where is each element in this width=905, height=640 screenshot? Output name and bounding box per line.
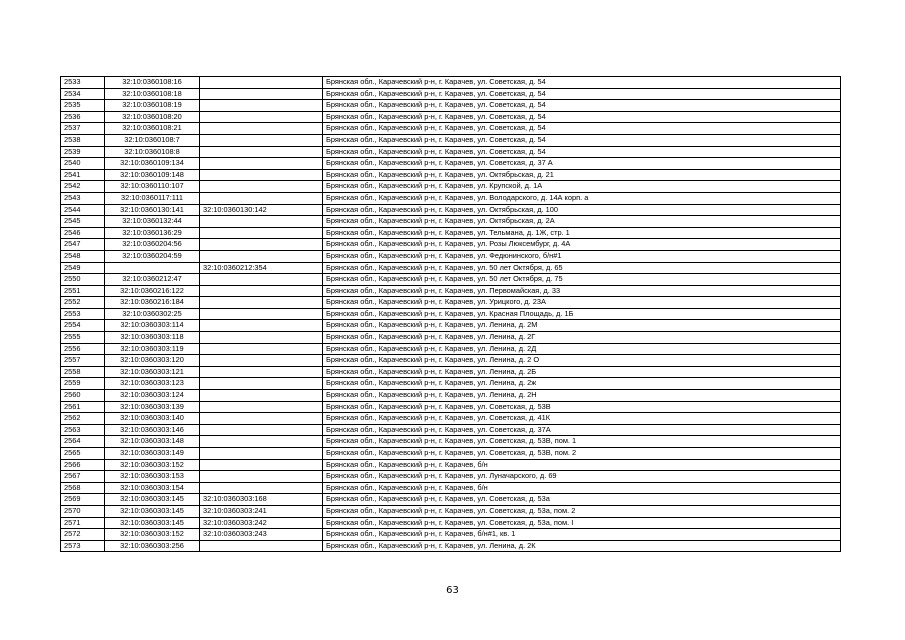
address-cell: Брянская обл., Карачевский р-н, г. Карачев, ул. Советская, д. 53а [323, 494, 841, 506]
cadastral-number-cell: 32:10:0360303:145 [105, 494, 200, 506]
address-cell: Брянская обл., Карачевский р-н, г. Карачев, ул. Советская, д. 54 [323, 88, 841, 100]
address-cell: Брянская обл., Карачевский р-н, г. Карачев, ул. Ленина, д. 2Д [323, 343, 841, 355]
address-cell: Брянская обл., Карачевский р-н, г. Карачев, ул. Советская, д. 53В, пом. 1 [323, 436, 841, 448]
table-row [61, 297, 841, 309]
address-cell: Брянская обл., Карачевский р-н, г. Карачев, ул. Советская, д. 54 [323, 146, 841, 158]
related-cadastral-cell [200, 216, 323, 228]
address-cell: Брянская обл., Карачевский р-н, г. Карачев, ул. Октябрьская, д. 21 [323, 169, 841, 181]
row-number-cell: 2561 [61, 401, 105, 413]
address-cell: Брянская обл., Карачевский р-н, г. Карачев, ул. Тельмана, д. 1Ж, стр. 1 [323, 227, 841, 239]
table-row [61, 401, 841, 413]
cadastral-number-cell: 32:10:0360303:121 [105, 366, 200, 378]
table-row [61, 517, 841, 529]
related-cadastral-cell: 32:10:0360303:168 [200, 494, 323, 506]
related-cadastral-cell [200, 424, 323, 436]
address-cell: Брянская обл., Карачевский р-н, г. Карачев, ул. 50 лет Октября, д. 65 [323, 262, 841, 274]
address-cell: Брянская обл., Карачевский р-н, г. Карачев, ул. Советская, д. 54 [323, 100, 841, 112]
table-row [61, 471, 841, 483]
cadastral-number-cell: 32:10:0360303:139 [105, 401, 200, 413]
cadastral-number-cell: 32:10:0360117:111 [105, 192, 200, 204]
row-number-cell: 2571 [61, 517, 105, 529]
table-row [61, 169, 841, 181]
table-row [61, 158, 841, 170]
table-row [61, 308, 841, 320]
row-number-cell: 2553 [61, 308, 105, 320]
related-cadastral-cell [200, 123, 323, 135]
table-row [61, 227, 841, 239]
row-number-cell: 2562 [61, 413, 105, 425]
address-cell: Брянская обл., Карачевский р-н, г. Карачев, ул. Октябрьская, д. 100 [323, 204, 841, 216]
related-cadastral-cell [200, 227, 323, 239]
table-row [61, 239, 841, 251]
table-row [61, 355, 841, 367]
row-number-cell: 2551 [61, 285, 105, 297]
related-cadastral-cell: 32:10:0360303:242 [200, 517, 323, 529]
cadastral-number-cell: 32:10:0360303:140 [105, 413, 200, 425]
address-cell: Брянская обл., Карачевский р-н, г. Карачев, ул. Советская, д. 53В, пом. 2 [323, 448, 841, 460]
related-cadastral-cell: 32:10:0360303:241 [200, 505, 323, 517]
row-number-cell: 2563 [61, 424, 105, 436]
table-row [61, 320, 841, 332]
address-cell: Брянская обл., Карачевский р-н, г. Карачев, ул. Советская, д. 37 А [323, 158, 841, 170]
row-number-cell: 2542 [61, 181, 105, 193]
address-cell: Брянская обл., Карачевский р-н, г. Карачев, ул. Первомайская, д. 33 [323, 285, 841, 297]
related-cadastral-cell [200, 482, 323, 494]
cadastral-number-cell: 32:10:0360303:145 [105, 517, 200, 529]
row-number-cell: 2550 [61, 274, 105, 286]
table-row [61, 285, 841, 297]
cadastral-number-cell: 32:10:0360108:21 [105, 123, 200, 135]
table-row [61, 332, 841, 344]
table-row [61, 540, 841, 552]
property-table [60, 76, 841, 552]
related-cadastral-cell [200, 401, 323, 413]
related-cadastral-cell [200, 192, 323, 204]
address-cell: Брянская обл., Карачевский р-н, г. Карачев, б/н [323, 459, 841, 471]
cadastral-number-cell: 32:10:0360303:118 [105, 332, 200, 344]
row-number-cell: 2549 [61, 262, 105, 274]
address-cell: Брянская обл., Карачевский р-н, г. Карачев, ул. Советская, д. 53В [323, 401, 841, 413]
table-row [61, 181, 841, 193]
row-number-cell: 2573 [61, 540, 105, 552]
address-cell: Брянская обл., Карачевский р-н, г. Карачев, ул. Советская, д. 53а, пом. 2 [323, 505, 841, 517]
related-cadastral-cell [200, 436, 323, 448]
address-cell: Брянская обл., Карачевский р-н, г. Карачев, ул. Ленина, д. 2Б [323, 366, 841, 378]
cadastral-number-cell: 32:10:0360303:119 [105, 343, 200, 355]
cadastral-number-cell: 32:10:0360108:20 [105, 111, 200, 123]
cadastral-number-cell: 32:10:0360130:141 [105, 204, 200, 216]
row-number-cell: 2534 [61, 88, 105, 100]
address-cell: Брянская обл., Карачевский р-н, г. Карачев, ул. Ленина, д. 2 О [323, 355, 841, 367]
cadastral-number-cell: 32:10:0360303:256 [105, 540, 200, 552]
related-cadastral-cell [200, 308, 323, 320]
table-row [61, 413, 841, 425]
related-cadastral-cell [200, 285, 323, 297]
row-number-cell: 2552 [61, 297, 105, 309]
cadastral-number-cell: 32:10:0360108:16 [105, 77, 200, 89]
cadastral-number-cell: 32:10:0360303:153 [105, 471, 200, 483]
cadastral-number-cell: 32:10:0360110:107 [105, 181, 200, 193]
related-cadastral-cell [200, 459, 323, 471]
related-cadastral-cell [200, 100, 323, 112]
cadastral-number-cell: 32:10:0360303:146 [105, 424, 200, 436]
table-row [61, 274, 841, 286]
address-cell: Брянская обл., Карачевский р-н, г. Карачев, ул. Ленина, д. 2ж [323, 378, 841, 390]
row-number-cell: 2533 [61, 77, 105, 89]
address-cell: Брянская обл., Карачевский р-н, г. Карачев, ул. Советская, д. 54 [323, 123, 841, 135]
cadastral-number-cell: 32:10:0360303:124 [105, 390, 200, 402]
related-cadastral-cell [200, 250, 323, 262]
address-cell: Брянская обл., Карачевский р-н, г. Карачев, ул. Октябрьская, д. 2А [323, 216, 841, 228]
row-number-cell: 2559 [61, 378, 105, 390]
table-row [61, 378, 841, 390]
related-cadastral-cell [200, 146, 323, 158]
cadastral-number-cell: 32:10:0360132:44 [105, 216, 200, 228]
cadastral-number-cell: 32:10:0360302:25 [105, 308, 200, 320]
table-row [61, 262, 841, 274]
cadastral-number-cell: 32:10:0360108:8 [105, 146, 200, 158]
address-cell: Брянская обл., Карачевский р-н, г. Карачев, ул. Советская, д. 41К [323, 413, 841, 425]
cadastral-number-cell: 32:10:0360216:184 [105, 297, 200, 309]
table-row [61, 77, 841, 89]
related-cadastral-cell [200, 181, 323, 193]
row-number-cell: 2564 [61, 436, 105, 448]
table-row [61, 134, 841, 146]
row-number-cell: 2545 [61, 216, 105, 228]
related-cadastral-cell [200, 413, 323, 425]
cadastral-number-cell: 32:10:0360303:114 [105, 320, 200, 332]
table-row [61, 448, 841, 460]
table-row [61, 250, 841, 262]
cadastral-number-cell: 32:10:0360108:18 [105, 88, 200, 100]
address-cell: Брянская обл., Карачевский р-н, г. Карачев, ул. Розы Люксембург, д. 4А [323, 239, 841, 251]
related-cadastral-cell [200, 366, 323, 378]
related-cadastral-cell [200, 158, 323, 170]
row-number-cell: 2548 [61, 250, 105, 262]
cadastral-number-cell: 32:10:0360109:134 [105, 158, 200, 170]
table-body [61, 77, 841, 552]
address-cell: Брянская обл., Карачевский р-н, г. Карачев, ул. Советская, д. 53а, пом. I [323, 517, 841, 529]
related-cadastral-cell [200, 297, 323, 309]
row-number-cell: 2546 [61, 227, 105, 239]
related-cadastral-cell [200, 471, 323, 483]
table-row [61, 146, 841, 158]
table-row [61, 529, 841, 541]
row-number-cell: 2544 [61, 204, 105, 216]
row-number-cell: 2570 [61, 505, 105, 517]
cadastral-number-cell: 32:10:0360136:29 [105, 227, 200, 239]
table-row [61, 390, 841, 402]
row-number-cell: 2569 [61, 494, 105, 506]
cadastral-number-cell [105, 262, 200, 274]
address-cell: Брянская обл., Карачевский р-н, г. Карачев, ул. Советская, д. 37А [323, 424, 841, 436]
related-cadastral-cell: 32:10:0360130:142 [200, 204, 323, 216]
cadastral-number-cell: 32:10:0360212:47 [105, 274, 200, 286]
cadastral-number-cell: 32:10:0360216:122 [105, 285, 200, 297]
table-row [61, 366, 841, 378]
row-number-cell: 2541 [61, 169, 105, 181]
related-cadastral-cell [200, 448, 323, 460]
related-cadastral-cell [200, 134, 323, 146]
row-number-cell: 2556 [61, 343, 105, 355]
row-number-cell: 2572 [61, 529, 105, 541]
table-row [61, 111, 841, 123]
cadastral-number-cell: 32:10:0360303:149 [105, 448, 200, 460]
cadastral-number-cell: 32:10:0360303:123 [105, 378, 200, 390]
cadastral-number-cell: 32:10:0360108:7 [105, 134, 200, 146]
related-cadastral-cell [200, 378, 323, 390]
address-cell: Брянская обл., Карачевский р-н, г. Карачев, б/н [323, 482, 841, 494]
table-row [61, 216, 841, 228]
table-row [61, 204, 841, 216]
address-cell: Брянская обл., Карачевский р-н, г. Карачев, ул. Ленина, д. 2Н [323, 390, 841, 402]
cadastral-number-cell: 32:10:0360303:152 [105, 459, 200, 471]
table-row [61, 192, 841, 204]
address-cell: Брянская обл., Карачевский р-н, г. Карачев, ул. Ленина, д. 2М [323, 320, 841, 332]
row-number-cell: 2538 [61, 134, 105, 146]
cadastral-number-cell: 32:10:0360303:154 [105, 482, 200, 494]
address-cell: Брянская обл., Карачевский р-н, г. Карачев, ул. Федюнинского, б/н#1 [323, 250, 841, 262]
address-cell: Брянская обл., Карачевский р-н, г. Карачев, ул. Красная Площадь, д. 1Б [323, 308, 841, 320]
address-cell: Брянская обл., Карачевский р-н, г. Карачев, ул. Советская, д. 54 [323, 111, 841, 123]
page-number: 63 [446, 585, 459, 596]
address-cell: Брянская обл., Карачевский р-н, г. Карачев, б/н#1, кв. 1 [323, 529, 841, 541]
related-cadastral-cell [200, 332, 323, 344]
cadastral-number-cell: 32:10:0360204:59 [105, 250, 200, 262]
related-cadastral-cell: 32:10:0360212:354 [200, 262, 323, 274]
table-row [61, 123, 841, 135]
related-cadastral-cell: 32:10:0360303:243 [200, 529, 323, 541]
row-number-cell: 2536 [61, 111, 105, 123]
row-number-cell: 2535 [61, 100, 105, 112]
address-cell: Брянская обл., Карачевский р-н, г. Карачев, ул. Советская, д. 54 [323, 134, 841, 146]
cadastral-number-cell: 32:10:0360303:145 [105, 505, 200, 517]
related-cadastral-cell [200, 88, 323, 100]
related-cadastral-cell [200, 111, 323, 123]
table-row [61, 494, 841, 506]
row-number-cell: 2543 [61, 192, 105, 204]
table-row [61, 88, 841, 100]
cadastral-number-cell: 32:10:0360303:152 [105, 529, 200, 541]
address-cell: Брянская обл., Карачевский р-н, г. Карачев, ул. Ленина, д. 2К [323, 540, 841, 552]
cadastral-number-cell: 32:10:0360108:19 [105, 100, 200, 112]
related-cadastral-cell [200, 355, 323, 367]
row-number-cell: 2554 [61, 320, 105, 332]
row-number-cell: 2555 [61, 332, 105, 344]
cadastral-number-cell: 32:10:0360204:56 [105, 239, 200, 251]
cadastral-number-cell: 32:10:0360109:148 [105, 169, 200, 181]
related-cadastral-cell [200, 390, 323, 402]
related-cadastral-cell [200, 77, 323, 89]
row-number-cell: 2566 [61, 459, 105, 471]
row-number-cell: 2558 [61, 366, 105, 378]
row-number-cell: 2537 [61, 123, 105, 135]
table-row [61, 100, 841, 112]
address-cell: Брянская обл., Карачевский р-н, г. Карачев, ул. Ленина, д. 2Г [323, 332, 841, 344]
table-row [61, 436, 841, 448]
table-row [61, 459, 841, 471]
cadastral-number-cell: 32:10:0360303:120 [105, 355, 200, 367]
table-row [61, 343, 841, 355]
row-number-cell: 2565 [61, 448, 105, 460]
address-cell: Брянская обл., Карачевский р-н, г. Карачев, ул. Луначарского, д. 69 [323, 471, 841, 483]
row-number-cell: 2540 [61, 158, 105, 170]
row-number-cell: 2568 [61, 482, 105, 494]
address-cell: Брянская обл., Карачевский р-н, г. Карачев, ул. 50 лет Октября, д. 75 [323, 274, 841, 286]
related-cadastral-cell [200, 239, 323, 251]
table-row [61, 424, 841, 436]
table-row [61, 482, 841, 494]
row-number-cell: 2567 [61, 471, 105, 483]
related-cadastral-cell [200, 169, 323, 181]
cadastral-number-cell: 32:10:0360303:148 [105, 436, 200, 448]
table-row [61, 505, 841, 517]
address-cell: Брянская обл., Карачевский р-н, г. Карачев, ул. Урицкого, д. 23А [323, 297, 841, 309]
row-number-cell: 2547 [61, 239, 105, 251]
related-cadastral-cell [200, 343, 323, 355]
related-cadastral-cell [200, 320, 323, 332]
row-number-cell: 2539 [61, 146, 105, 158]
related-cadastral-cell [200, 540, 323, 552]
row-number-cell: 2557 [61, 355, 105, 367]
address-cell: Брянская обл., Карачевский р-н, г. Карачев, ул. Крупской, д. 1А [323, 181, 841, 193]
address-cell: Брянская обл., Карачевский р-н, г. Карачев, ул. Володарского, д. 14А корп. а [323, 192, 841, 204]
address-cell: Брянская обл., Карачевский р-н, г. Карачев, ул. Советская, д. 54 [323, 77, 841, 89]
row-number-cell: 2560 [61, 390, 105, 402]
related-cadastral-cell [200, 274, 323, 286]
